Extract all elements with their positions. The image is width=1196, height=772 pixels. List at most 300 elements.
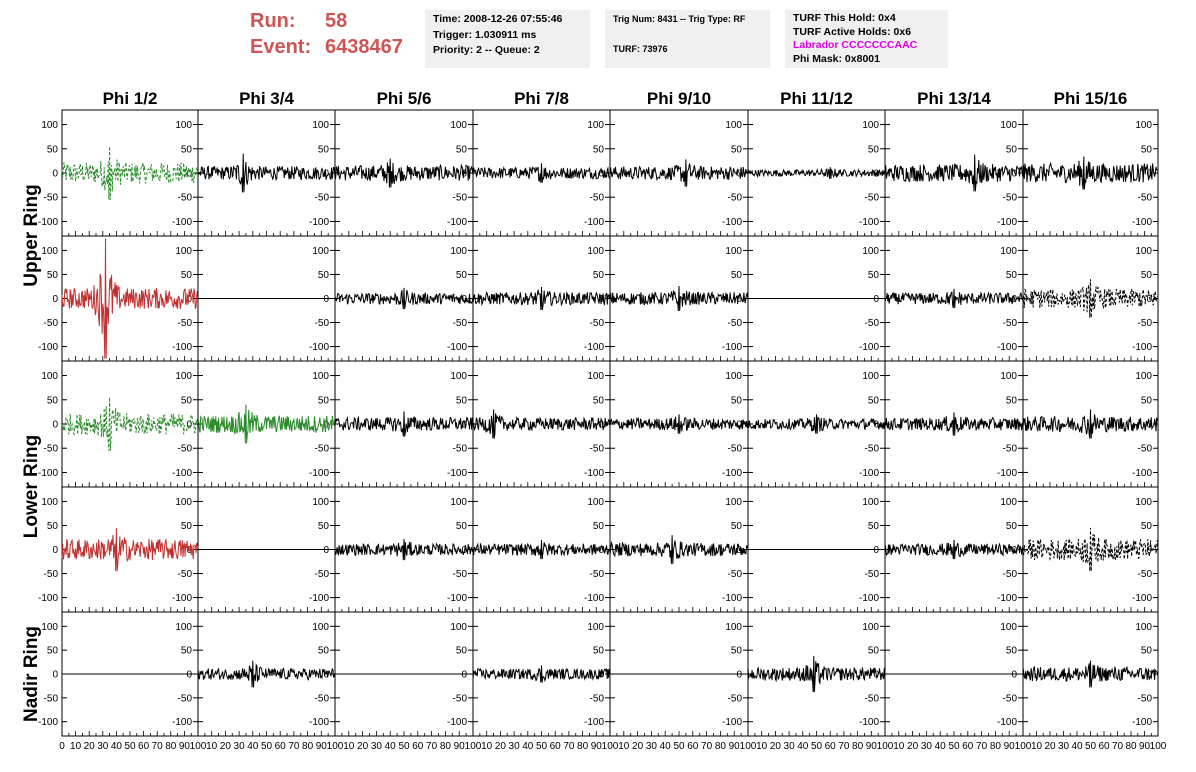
y-tick-label: 0 (1011, 419, 1017, 431)
y-tick-label: 0 (461, 545, 467, 556)
labrador-text: Labrador CCCCCCCAAC (793, 39, 918, 51)
y-tick-label: -100 (1131, 717, 1152, 729)
waveform-trace (473, 163, 610, 182)
y-tick-label: 50 (867, 645, 879, 657)
y-tick-label: -100 (171, 342, 192, 354)
x-tick-label: 90 (728, 741, 740, 752)
y-tick-label: 100 (587, 120, 604, 132)
y-tick-label: -50 (1002, 569, 1017, 581)
x-tick-label: 40 (1071, 741, 1083, 752)
y-tick-label: -100 (308, 593, 329, 605)
y-tick-label: -50 (1002, 192, 1017, 204)
waveform-trace (473, 287, 610, 310)
time-text: Time: 2008-12-26 07:55:46 (433, 13, 563, 25)
y-tick-label: 50 (455, 144, 467, 156)
y-tick-label: 50 (867, 269, 879, 281)
x-tick-label: 70 (426, 741, 438, 752)
waveform-trace (198, 661, 335, 688)
y-tick-label: 50 (317, 269, 329, 281)
waveform-trace (1023, 661, 1158, 688)
y-tick-label: -50 (314, 318, 329, 330)
y-tick-label: 0 (461, 419, 467, 431)
y-tick-label: 100 (450, 496, 467, 508)
x-tick-label: 50 (260, 741, 273, 752)
y-tick-label: -50 (177, 443, 192, 455)
y-tick-label: 0 (323, 419, 329, 431)
y-tick-label: 100 (312, 496, 329, 508)
y-tick-label: -50 (589, 192, 604, 204)
ring-label: Lower Ring (21, 434, 42, 539)
y-tick-label: 100 (1135, 371, 1152, 383)
y-tick-label: 50 (1140, 144, 1152, 156)
y-tick-label: 100 (1135, 120, 1152, 132)
y-tick-label: -50 (589, 318, 604, 330)
y-tick-label: 50 (730, 645, 742, 657)
x-tick-label: 90 (865, 741, 877, 752)
y-tick-label: 0 (1146, 168, 1152, 180)
y-tick-label: 0 (736, 545, 742, 556)
y-tick-label: 0 (598, 669, 604, 681)
y-tick-label: 0 (461, 168, 467, 180)
y-tick-label: -50 (727, 693, 742, 705)
x-tick-label: 70 (151, 741, 163, 752)
ring-label: Nadir Ring (21, 625, 42, 723)
x-tick-label: 80 (577, 741, 589, 752)
y-tick-label: 0 (1146, 545, 1152, 556)
y-tick-label: 100 (41, 621, 58, 633)
x-tick-label: 40 (247, 741, 259, 752)
x-tick-label: 60 (824, 741, 836, 752)
waveform-trace (62, 397, 198, 450)
y-tick-label: 100 (587, 621, 604, 633)
y-tick-label: -50 (864, 443, 879, 455)
y-tick-label: 100 (41, 245, 58, 257)
y-tick-label: 100 (450, 621, 467, 633)
y-tick-label: 0 (1011, 669, 1017, 681)
y-tick-label: 50 (46, 269, 58, 281)
y-tick-label: -100 (721, 342, 742, 354)
y-tick-label: -100 (37, 467, 58, 479)
waveform-trace (748, 656, 885, 692)
y-tick-label: 100 (175, 120, 192, 132)
y-tick-label: -50 (43, 318, 58, 330)
y-tick-label: -100 (583, 342, 604, 354)
waveform-trace (335, 288, 473, 309)
y-tick-label: -50 (1137, 569, 1152, 581)
x-tick-label: 30 (920, 741, 932, 752)
x-tick-label: 70 (288, 741, 300, 752)
y-tick-label: 50 (730, 395, 742, 407)
y-tick-label: 50 (180, 645, 192, 657)
y-tick-label: 50 (46, 395, 58, 407)
x-tick-label: 100 (739, 741, 757, 752)
waveform-trace (610, 286, 748, 311)
y-tick-label: -100 (583, 717, 604, 729)
y-tick-label: -50 (452, 693, 467, 705)
y-tick-label: 50 (730, 269, 742, 281)
y-tick-label: 100 (312, 621, 329, 633)
waveform-trace (610, 414, 748, 433)
y-tick-label: 0 (461, 669, 467, 681)
y-tick-label: -100 (721, 593, 742, 605)
y-tick-label: 50 (592, 520, 604, 532)
turf-text: TURF: 73976 (613, 43, 668, 54)
turf-active-text: TURF Active Holds: 0x6 (793, 25, 912, 38)
y-tick-label: -50 (452, 443, 467, 455)
y-tick-label: -100 (171, 593, 192, 605)
x-tick-label: 30 (508, 741, 520, 752)
waveform-trace (610, 159, 748, 186)
column-title: Phi 1/2 (102, 89, 158, 108)
waveform-trace (610, 535, 748, 564)
waveform-trace (885, 155, 1023, 192)
y-tick-label: 0 (736, 419, 742, 431)
y-tick-label: 100 (862, 371, 879, 383)
y-tick-label: -50 (864, 318, 879, 330)
y-tick-label: -100 (37, 593, 58, 605)
y-tick-label: -100 (37, 342, 58, 354)
y-tick-label: -50 (1002, 693, 1017, 705)
y-tick-label: 100 (862, 621, 879, 633)
x-tick-label: 30 (97, 741, 109, 752)
y-tick-label: 100 (1135, 621, 1152, 633)
y-tick-label: 100 (1000, 245, 1017, 257)
x-tick-label: 30 (1057, 741, 1070, 752)
y-tick-label: 50 (317, 645, 329, 657)
y-tick-label: -100 (171, 216, 192, 228)
y-tick-label: -50 (43, 443, 58, 455)
y-tick-label: 100 (41, 120, 58, 132)
y-tick-label: 50 (317, 395, 329, 407)
y-tick-label: 100 (587, 371, 604, 383)
y-tick-label: -100 (996, 342, 1017, 354)
y-tick-label: 100 (587, 245, 604, 257)
waveform-trace (885, 540, 1023, 559)
y-tick-label: -50 (589, 569, 604, 581)
x-tick-label: 50 (1084, 741, 1097, 752)
y-tick-label: 50 (592, 269, 604, 281)
y-tick-label: 100 (1000, 120, 1017, 132)
y-tick-label: 100 (725, 621, 742, 633)
y-tick-label: -50 (314, 693, 329, 705)
y-tick-label: 100 (175, 371, 192, 383)
x-tick-label: 60 (412, 741, 424, 752)
y-tick-label: -100 (446, 717, 467, 729)
x-tick-label: 100 (876, 741, 894, 752)
y-tick-label: 50 (46, 645, 58, 657)
column-title: Phi 7/8 (514, 89, 569, 108)
y-tick-label: -100 (308, 467, 329, 479)
event-label: Event: (250, 36, 312, 58)
y-tick-label: -100 (583, 467, 604, 479)
y-tick-label: 0 (186, 545, 192, 556)
y-tick-label: -50 (727, 569, 742, 581)
y-tick-label: 0 (461, 294, 467, 305)
x-tick-label: 80 (852, 741, 864, 752)
x-tick-label: 50 (673, 741, 685, 752)
y-tick-label: -100 (308, 342, 329, 354)
y-tick-label: -50 (177, 569, 192, 581)
y-tick-label: -100 (996, 467, 1017, 479)
y-tick-label: 100 (1000, 371, 1017, 383)
x-tick-label: 50 (535, 741, 548, 752)
y-tick-label: -50 (314, 443, 329, 455)
y-tick-label: 100 (450, 371, 467, 383)
waveform-trace (748, 167, 885, 179)
y-tick-label: 0 (52, 294, 58, 305)
y-tick-label: 100 (725, 371, 742, 383)
y-tick-label: -100 (996, 593, 1017, 605)
x-tick-label: 60 (687, 741, 699, 752)
x-tick-label: 40 (384, 741, 396, 752)
y-tick-label: -100 (446, 593, 467, 605)
y-tick-label: 50 (1005, 269, 1017, 281)
x-tick-label: 60 (962, 741, 974, 752)
y-tick-label: 100 (41, 371, 58, 383)
y-tick-label: 0 (186, 294, 192, 305)
y-tick-label: 0 (598, 545, 604, 556)
event-value: 6438467 (325, 36, 403, 58)
y-tick-label: -50 (727, 318, 742, 330)
y-tick-label: 0 (598, 294, 604, 305)
x-tick-label: 80 (714, 741, 726, 752)
y-tick-label: -50 (43, 192, 58, 204)
waveform-trace (1023, 279, 1158, 317)
y-tick-label: 50 (1140, 269, 1152, 281)
y-tick-label: 100 (450, 120, 467, 132)
trigger-text: Trigger: 1.030911 ms (433, 28, 537, 41)
y-tick-label: -50 (864, 192, 879, 204)
y-tick-label: -50 (1137, 693, 1152, 705)
y-tick-label: 100 (312, 245, 329, 257)
x-tick-label: 90 (1138, 741, 1151, 752)
y-tick-label: 0 (323, 168, 329, 180)
waveform-trace (748, 414, 885, 433)
x-tick-label: 100 (464, 741, 482, 752)
x-tick-label: 90 (178, 741, 190, 752)
waveform-trace (1023, 410, 1158, 439)
y-tick-label: -100 (1131, 467, 1152, 479)
x-tick-label: 50 (124, 741, 136, 752)
waveform-trace (198, 405, 335, 444)
waveform-trace (1023, 157, 1158, 190)
x-tick-label: 10 (618, 741, 630, 752)
x-tick-label: 10 (1030, 741, 1043, 752)
y-tick-label: 0 (1011, 294, 1017, 305)
y-tick-label: -50 (589, 693, 604, 705)
y-tick-label: 50 (455, 269, 467, 281)
y-tick-label: 0 (52, 168, 58, 180)
y-tick-label: 0 (873, 168, 879, 180)
y-tick-label: 0 (1011, 168, 1017, 180)
waveform-trace (62, 528, 198, 571)
y-tick-label: -100 (1131, 216, 1152, 228)
x-tick-label: 70 (701, 741, 713, 752)
y-tick-label: 0 (1146, 294, 1152, 305)
y-tick-label: 50 (46, 144, 58, 156)
x-tick-label: 100 (189, 741, 207, 752)
x-tick-label: 80 (1125, 741, 1137, 752)
y-tick-label: 100 (1135, 245, 1152, 257)
y-tick-label: 100 (587, 496, 604, 508)
y-tick-label: -100 (583, 216, 604, 228)
x-tick-label: 70 (838, 741, 850, 752)
y-tick-label: 50 (455, 645, 467, 657)
x-tick-label: 20 (219, 741, 231, 752)
y-tick-label: -100 (721, 717, 742, 729)
x-tick-label: 40 (110, 741, 122, 752)
x-tick-label: 30 (233, 741, 245, 752)
y-tick-label: -100 (37, 216, 58, 228)
y-tick-label: -100 (858, 467, 879, 479)
x-tick-label: 90 (453, 741, 465, 752)
waveform-trace (885, 412, 1023, 435)
y-tick-label: 100 (41, 496, 58, 508)
waveform-trace (198, 154, 335, 193)
y-tick-label: 50 (592, 144, 604, 156)
y-tick-label: 0 (598, 168, 604, 180)
y-tick-label: 0 (323, 669, 329, 681)
y-tick-label: 50 (730, 520, 742, 532)
y-tick-label: -100 (858, 717, 879, 729)
x-tick-label: 80 (439, 741, 451, 752)
x-tick-label: 70 (1111, 741, 1124, 752)
x-tick-label: 20 (357, 741, 369, 752)
y-tick-label: -50 (314, 192, 329, 204)
run-label: Run: (250, 10, 296, 32)
y-tick-label: 50 (592, 395, 604, 407)
y-tick-label: 50 (180, 395, 192, 407)
waveform-trace (473, 540, 610, 559)
x-tick-label: 10 (206, 741, 218, 752)
x-tick-label: 60 (1098, 741, 1110, 752)
y-tick-label: 50 (1005, 520, 1017, 532)
y-tick-label: -100 (858, 342, 879, 354)
y-tick-label: 0 (323, 294, 329, 305)
y-tick-label: -50 (177, 318, 192, 330)
priority-text: Priority: 2 -- Queue: 2 (433, 44, 540, 56)
y-tick-label: -50 (727, 192, 742, 204)
waveform-trace (335, 159, 473, 188)
y-tick-label: 0 (52, 419, 58, 431)
y-tick-label: -50 (43, 693, 58, 705)
x-tick-label: 20 (632, 741, 644, 752)
y-tick-label: -50 (864, 693, 879, 705)
y-tick-label: -50 (177, 693, 192, 705)
y-tick-label: 100 (450, 245, 467, 257)
y-tick-label: 0 (323, 545, 329, 556)
y-tick-label: 50 (1005, 395, 1017, 407)
x-tick-label: 100 (1014, 741, 1032, 752)
y-tick-label: -100 (1131, 593, 1152, 605)
x-tick-label: 30 (370, 741, 382, 752)
y-tick-label: 100 (175, 245, 192, 257)
column-title: Phi 13/14 (917, 89, 991, 108)
x-tick-label: 0 (59, 741, 65, 752)
x-tick-label: 10 (481, 741, 493, 752)
y-tick-label: 50 (867, 144, 879, 156)
x-tick-label: 20 (494, 741, 506, 752)
y-tick-label: -100 (721, 467, 742, 479)
x-tick-label: 30 (783, 741, 795, 752)
x-tick-label: 80 (165, 741, 177, 752)
y-tick-label: 50 (1005, 144, 1017, 156)
y-tick-label: 100 (312, 371, 329, 383)
y-tick-label: -100 (37, 717, 58, 729)
x-tick-label: 10 (343, 741, 355, 752)
x-tick-label: 80 (989, 741, 1001, 752)
y-tick-label: 100 (725, 496, 742, 508)
column-title: Phi 15/16 (1053, 89, 1128, 108)
y-tick-label: -100 (171, 467, 192, 479)
x-tick-label: 30 (645, 741, 657, 752)
y-tick-label: 100 (1000, 496, 1017, 508)
x-tick-label: 60 (138, 741, 150, 752)
y-tick-label: -50 (864, 569, 879, 581)
y-tick-label: -50 (1137, 443, 1152, 455)
column-title: Phi 9/10 (646, 89, 712, 108)
x-tick-label: 90 (315, 741, 327, 752)
phi-mask-text: Phi Mask: 0x8001 (793, 52, 880, 65)
waveform-trace (62, 146, 198, 199)
column-title: Phi 5/6 (376, 89, 432, 108)
y-tick-label: -50 (43, 569, 58, 581)
y-tick-label: 0 (873, 419, 879, 431)
y-tick-label: 100 (1000, 621, 1017, 633)
y-tick-label: 0 (186, 419, 192, 431)
y-tick-label: 100 (1135, 496, 1152, 508)
y-tick-label: 100 (862, 245, 879, 257)
y-tick-label: 0 (1011, 545, 1017, 556)
y-tick-label: -100 (996, 216, 1017, 228)
trig-num-text: Trig Num: 8431 -- Trig Type: RF (613, 14, 746, 24)
y-tick-label: -100 (171, 717, 192, 729)
y-tick-label: 100 (175, 621, 192, 633)
x-tick-label: 40 (659, 741, 671, 752)
y-tick-label: 50 (730, 144, 742, 156)
waveform-trace (1023, 528, 1158, 571)
y-tick-label: -100 (721, 216, 742, 228)
x-tick-label: 80 (302, 741, 314, 752)
x-tick-label: 40 (797, 741, 809, 752)
turf-hold-text: TURF This Hold: 0x4 (793, 12, 896, 24)
y-tick-label: 0 (1146, 669, 1152, 681)
y-tick-label: 50 (1140, 645, 1152, 657)
y-tick-label: 50 (180, 269, 192, 281)
x-tick-label: 20 (907, 741, 919, 752)
y-tick-label: -50 (314, 569, 329, 581)
y-tick-label: 50 (867, 520, 879, 532)
y-tick-label: 100 (725, 245, 742, 257)
y-tick-label: 50 (455, 395, 467, 407)
column-title: Phi 3/4 (239, 89, 294, 108)
y-tick-label: 0 (873, 294, 879, 305)
waveform-trace (885, 289, 1023, 308)
y-tick-label: 50 (317, 520, 329, 532)
y-tick-label: -100 (446, 467, 467, 479)
waveform-trace (473, 665, 610, 682)
x-tick-label: 60 (274, 741, 286, 752)
x-tick-label: 40 (934, 741, 946, 752)
y-tick-label: 0 (1146, 419, 1152, 431)
x-tick-label: 50 (398, 741, 410, 752)
x-tick-label: 90 (1003, 741, 1015, 752)
y-tick-label: 50 (455, 520, 467, 532)
y-tick-label: -50 (1137, 192, 1152, 204)
x-tick-label: 60 (549, 741, 561, 752)
y-tick-label: -100 (996, 717, 1017, 729)
x-tick-label: 10 (756, 741, 768, 752)
